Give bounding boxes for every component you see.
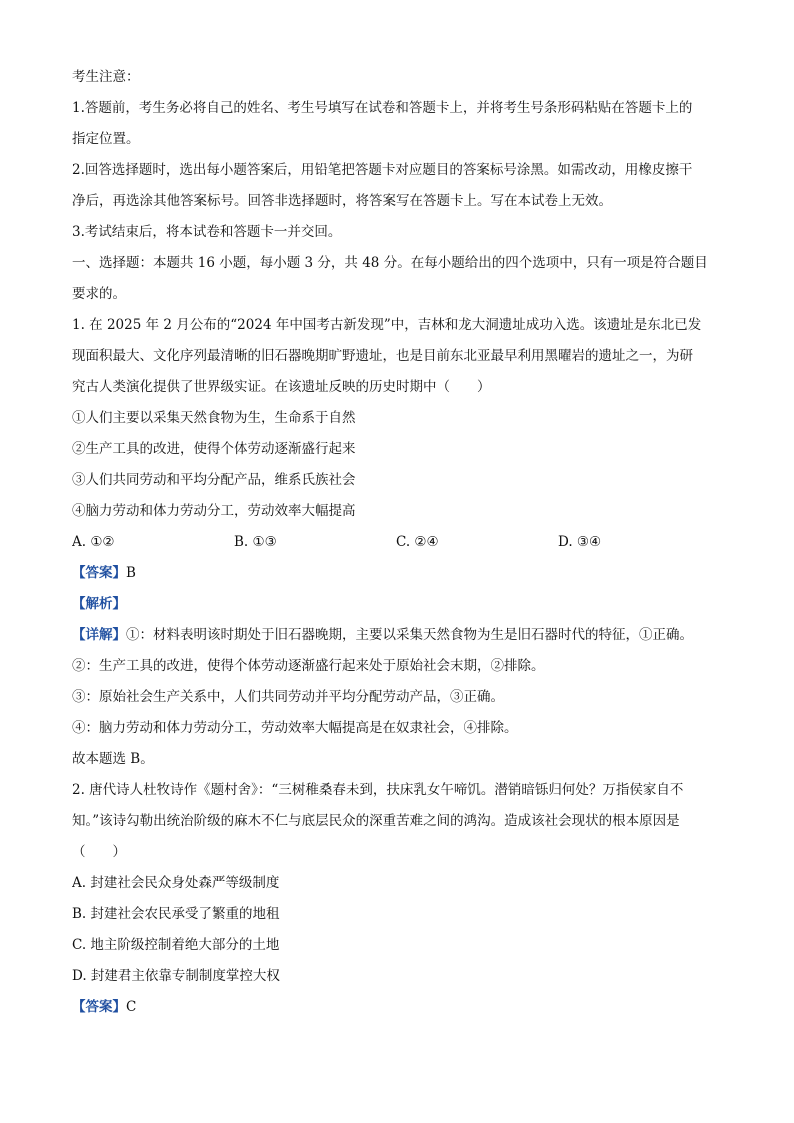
q1-analysis-heading — [72, 589, 722, 620]
q1-stem: 1. 在 2025 年 2 月公布的“2024 年中国考古新发现”中，吉林和龙大洞遗址成功入选。该遗址是东北已发 — [72, 317, 702, 333]
answer-value: C — [126, 999, 137, 1015]
detail-tag: 【详解】 — [72, 627, 126, 643]
q1-stem: 现面积最大、文化序列最清晰的旧石器晚期旷野遗址，也是目前东北亚最早利用黑曜岩的遗址之一，为研 — [72, 348, 693, 364]
q1-detail: ④：脑力劳动和体力劳动分工，劳动效率大幅提高是在奴隶社会，④排除。 — [72, 720, 518, 736]
answer-tag: 【答案】 — [72, 999, 126, 1015]
answer-value: B — [126, 565, 136, 581]
q1-detail: ③：原始社会生产关系中，人们共同劳动并平均分配劳动产品，③正确。 — [72, 689, 504, 705]
section-heading-cont: 要求的。 — [72, 286, 126, 302]
notice-title: 考生注意： — [72, 69, 140, 85]
notice-line: 指定位置。 — [72, 131, 140, 147]
q1-option-a: A. ①② — [72, 534, 115, 550]
q1-statement: ③人们共同劳动和平均分配产品，维系氏族社会 — [72, 472, 356, 488]
document-body — [72, 62, 722, 1023]
notice-line: 净后，再选涂其他答案标号。回答非选择题时，将答案写在答题卡上。写在本试卷上无效。 — [72, 193, 612, 209]
q1-detail-first — [72, 620, 722, 651]
q1-stem: 究古人类演化提供了世界级实证。在该遗址反映的历史时期中（ ） — [72, 379, 491, 395]
notice-line: 2.回答选择题时，选出每小题答案后，用铅笔把答题卡对应题目的答案标号涂黑。如需改动，用橡皮擦干 — [72, 162, 693, 178]
q1-statement: ④脑力劳动和体力劳动分工，劳动效率大幅提高 — [72, 503, 356, 519]
q1-statement: ②生产工具的改进，使得个体劳动逐渐盛行起来 — [72, 441, 356, 457]
q1-option-c: C. ②④ — [396, 534, 439, 550]
q2-option-c: C. 地主阶级控制着绝大部分的土地 — [72, 937, 280, 953]
notice-line: 1.答题前，考生务必将自己的姓名、考生号填写在试卷和答题卡上，并将考生号条形码粘贴在答题卡上的 — [72, 100, 693, 116]
analysis-tag: 【解析】 — [72, 596, 126, 612]
q2-answer — [72, 992, 722, 1023]
section-heading: 一、选择题：本题共 16 小题，每小题 3 分，共 48 分。在每小题给出的四个选项中，只有一项是符合题目 — [72, 255, 708, 271]
q2-option-b: B. 封建社会农民承受了繁重的地租 — [72, 906, 280, 922]
q1-option-b: B. ①③ — [234, 534, 277, 550]
q2-stem: （ ） — [72, 844, 126, 860]
q1-statement: ①人们主要以采集天然食物为生，生命系于自然 — [72, 410, 356, 426]
q1-conclusion: 故本题选 B。 — [72, 751, 154, 767]
notice-line: 3.考试结束后，将本试卷和答题卡一并交回。 — [72, 224, 342, 240]
q2-option-d: D. 封建君主依靠专制制度掌控大权 — [72, 968, 280, 984]
q1-option-d: D. ③④ — [558, 534, 602, 550]
q2-option-a: A. 封建社会民众身处森严等级制度 — [72, 875, 280, 891]
detail-text: ①：材料表明该时期处于旧石器晚期，主要以采集天然食物为生是旧石器时代的特征，①正确。 — [126, 627, 693, 643]
q1-options — [72, 527, 722, 558]
q2-stem: 2. 唐代诗人杜牧诗作《题村舍》：“三树稚桑春未到，扶床乳女午啼饥。潜销暗铄归何处？万指侯家自不 — [72, 782, 684, 798]
answer-tag: 【答案】 — [72, 565, 126, 581]
q2-stem: 知。”该诗勾勒出统治阶级的麻木不仁与底层民众的深重苦难之间的鸿沟。造成该社会现状的根本原因是 — [72, 813, 680, 829]
q1-detail: ②：生产工具的改进，使得个体劳动逐渐盛行起来处于原始社会末期，②排除。 — [72, 658, 545, 674]
q1-answer — [72, 558, 722, 589]
